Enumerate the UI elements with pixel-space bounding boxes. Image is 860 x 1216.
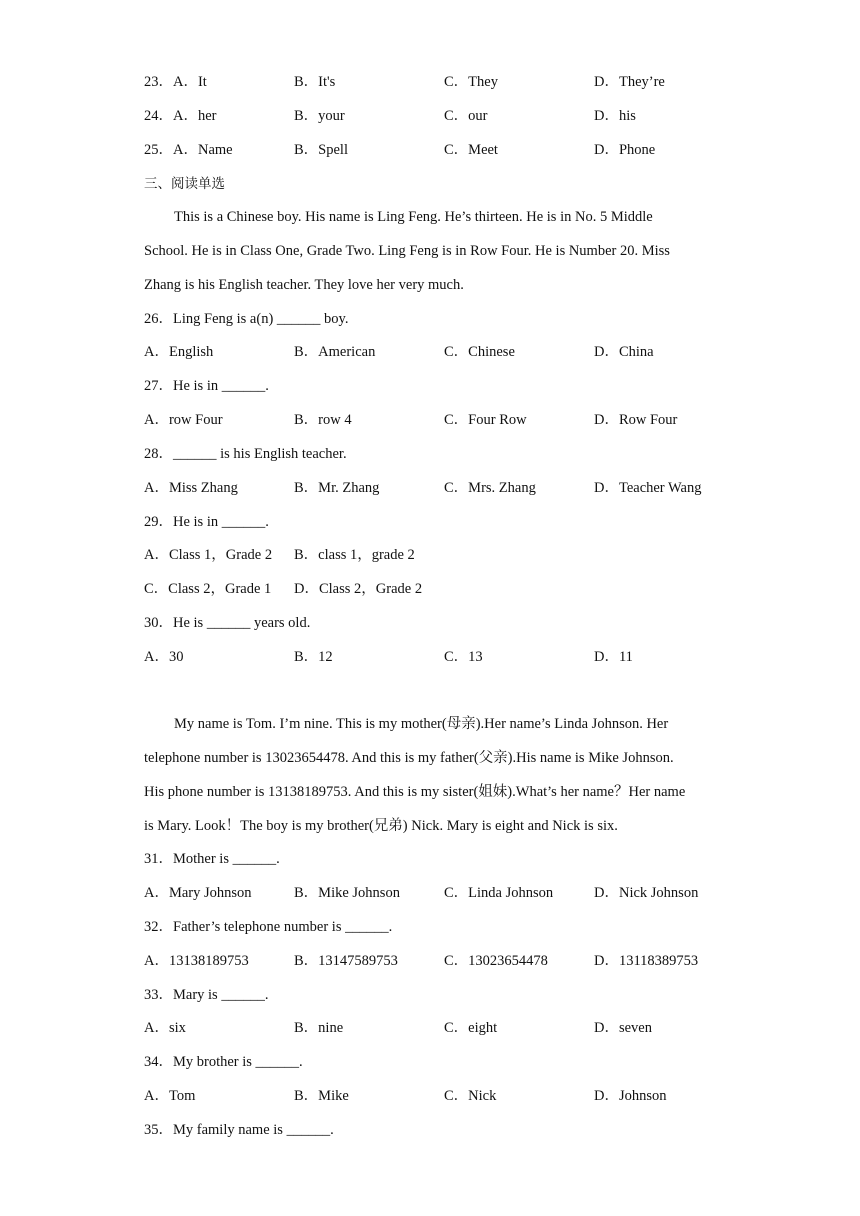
q34-option-d: D．Johnson: [594, 1088, 667, 1104]
q31-option-c: C．Linda Johnson: [444, 885, 554, 901]
q27-option-a: A．row Four: [144, 412, 223, 428]
question-30-stem: 30．He is ______ years old.: [144, 615, 311, 631]
section-heading: 三、阅读单选: [144, 176, 225, 192]
q28-option-d: D．Teacher Wang: [594, 480, 702, 496]
question-29-stem: 29．He is in ______.: [144, 514, 269, 530]
option-row-q23: [144, 72, 724, 92]
q32-option-b: B．13147589753: [294, 953, 398, 969]
q25-option-b: B．Spell: [294, 142, 348, 158]
q29-option-d: D．Class 2，Grade 2: [294, 581, 423, 597]
q24-option-b: B．your: [294, 108, 345, 124]
q26-option-a: A．English: [144, 344, 214, 360]
q25-option-d: D．Phone: [594, 142, 656, 158]
q32-option-d: D．13118389753: [594, 953, 699, 969]
q29-option-a: A．Class 1，Grade 2: [144, 547, 273, 563]
q26-option-d: D．China: [594, 344, 654, 360]
question-28-stem: 28．______ is his English teacher.: [144, 446, 347, 462]
q33-option-b: B．nine: [294, 1020, 344, 1036]
option-row-q34: [144, 1086, 724, 1106]
q24-option-d: D．his: [594, 108, 636, 124]
option-row-q25: [144, 140, 724, 160]
question-35-stem: 35．My family name is ______.: [144, 1122, 334, 1138]
q32-option-a: A．13138189753: [144, 953, 249, 969]
q31-option-b: B．Mike Johnson: [294, 885, 400, 901]
q31-option-a: A．Mary Johnson: [144, 885, 252, 901]
q24-option-c: C．our: [444, 108, 488, 124]
option-row-q28: [144, 478, 724, 498]
q25-option-a: 25．A．Name: [144, 142, 233, 158]
q28-option-a: A．Miss Zhang: [144, 480, 238, 496]
option-row-q26: [144, 342, 724, 362]
q34-option-b: B．Mike: [294, 1088, 349, 1104]
q29-option-b: B．class 1，grade 2: [294, 547, 415, 563]
q33-option-d: D．seven: [594, 1020, 652, 1036]
q30-option-b: B．12: [294, 649, 333, 665]
option-row-q24: [144, 106, 724, 126]
passage-2-line: His phone number is 13138189753. And this is my sister(姐妹).What’s her name？Her name: [144, 784, 686, 800]
q27-option-c: C．Four Row: [444, 412, 527, 428]
q26-option-c: C．Chinese: [444, 344, 515, 360]
q30-option-c: C．13: [444, 649, 483, 665]
option-row-q27: [144, 410, 724, 430]
q28-option-b: B．Mr. Zhang: [294, 480, 380, 496]
q28-option-c: C．Mrs. Zhang: [444, 480, 536, 496]
q34-option-a: A．Tom: [144, 1088, 196, 1104]
question-32-stem: 32．Father’s telephone number is ______.: [144, 919, 393, 935]
option-row-q30: [144, 647, 724, 667]
q32-option-c: C．13023654478: [444, 953, 548, 969]
passage-1-line: This is a Chinese boy. His name is Ling Feng. He’s thirteen. He is in No. 5 Middle: [174, 209, 653, 225]
question-27-stem: 27．He is in ______.: [144, 378, 269, 394]
q29-option-c: C．Class 2，Grade 1: [144, 581, 272, 597]
q27-option-b: B．row 4: [294, 412, 352, 428]
q34-option-c: C．Nick: [444, 1088, 497, 1104]
passage-2-line: My name is Tom. I’m nine. This is my mother(母亲).Her name’s Linda Johnson. Her: [174, 716, 669, 732]
q23-option-b: B．It's: [294, 74, 336, 90]
q33-option-c: C．eight: [444, 1020, 498, 1036]
option-row-q31: [144, 883, 724, 903]
q23-option-a: 23．A．It: [144, 74, 207, 90]
question-31-stem: 31．Mother is ______.: [144, 851, 280, 867]
q33-option-a: A．six: [144, 1020, 186, 1036]
q31-option-d: D．Nick Johnson: [594, 885, 699, 901]
q24-option-a: 24．A．her: [144, 108, 217, 124]
option-row-q32: [144, 951, 724, 971]
question-34-stem: 34．My brother is ______.: [144, 1054, 303, 1070]
q26-option-b: B．American: [294, 344, 376, 360]
option-row-q29-2: [144, 579, 724, 599]
q30-option-a: A．30: [144, 649, 184, 665]
q23-option-d: D．They’re: [594, 74, 665, 90]
option-row-q33: [144, 1018, 724, 1038]
option-row-q29-1: [144, 545, 724, 565]
passage-1-line: Zhang is his English teacher. They love her very much.: [144, 277, 464, 293]
passage-2-line: telephone number is 13023654478. And this is my father(父亲).His name is Mike Johnson.: [144, 750, 674, 766]
question-26-stem: 26．Ling Feng is a(n) ______ boy.: [144, 311, 349, 327]
passage-1-line: School. He is in Class One, Grade Two. Ling Feng is in Row Four. He is Number 20. Miss: [144, 243, 670, 259]
q30-option-d: D．11: [594, 649, 633, 665]
passage-2-line: is Mary. Look！The boy is my brother(兄弟) Nick. Mary is eight and Nick is six.: [144, 818, 618, 834]
question-33-stem: 33．Mary is ______.: [144, 987, 269, 1003]
q23-option-c: C．They: [444, 74, 498, 90]
q25-option-c: C．Meet: [444, 142, 498, 158]
q27-option-d: D．Row Four: [594, 412, 678, 428]
